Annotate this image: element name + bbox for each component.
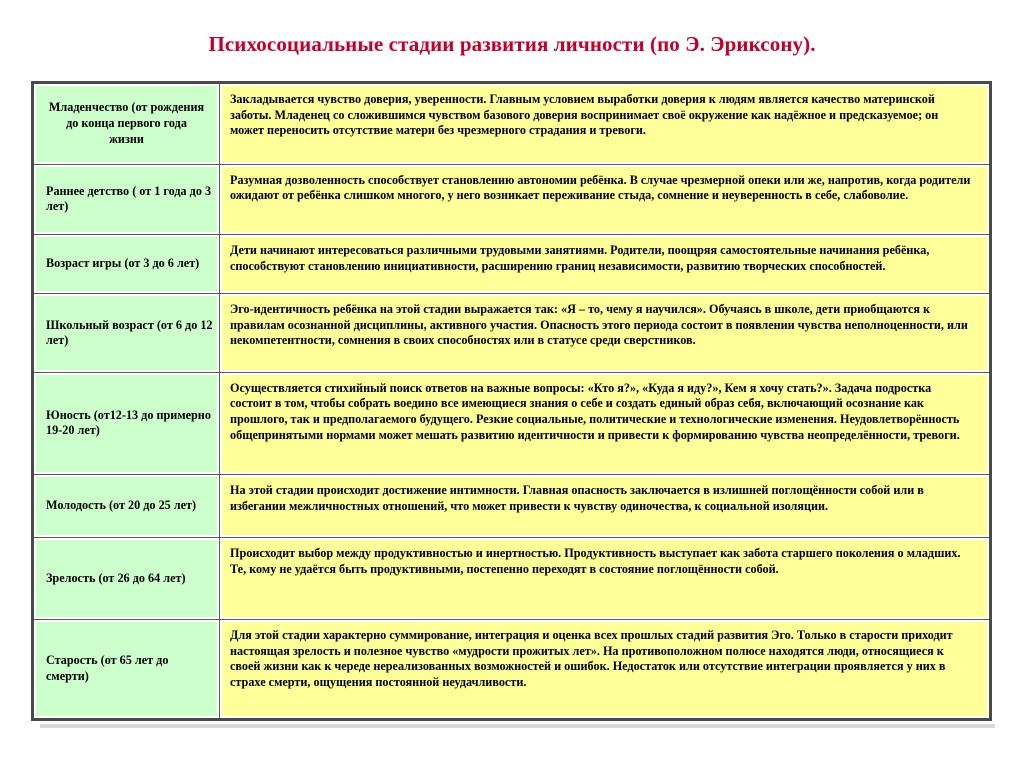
stage-name-school-age: Школьный возраст (от 6 до 12 лет) — [33, 294, 220, 373]
stage-description-adolescence: Осуществляется стихийный поиск ответов на важные вопросы: «Кто я?», «Куда я иду?», Кем я хочу стать?». Задача подростка состоит в том, чтобы собрать воедино все имеющиеся знания о себе и создать единый образ себя, включающий осознание как прошлого, так и предполагаемого будущего. Резкие социальные, политические и технологические изменения. Неудовлетворённость общепринятыми нормами может мешать развитию идентичности и привести к формированию чувства неопределённости, тревоги. — [220, 372, 991, 474]
stage-description-school-age: Эго-идентичность ребёнка на этой стадии выражается так: «Я – то, чему я научился». Обучаясь в школе, дети приобщаются к правилам осознанной дисциплины, активного участия. Опасность этого периода состоит в появлении чувства неполноценности, или некомпетентности, сомнения в своих способностях или в статусе среди сверстников. — [220, 294, 991, 373]
stage-description-adulthood: Происходит выбор между продуктивностью и инертностью. Продуктивность выступает как забота старшего поколения о младших. Те, кому не удаётся быть продуктивными, постепенно переходят в состояние поглощённости собой. — [220, 538, 991, 620]
stage-name-adulthood: Зрелость (от 26 до 64 лет) — [33, 538, 220, 620]
table-row — [33, 294, 991, 373]
table-shadow — [40, 724, 995, 728]
table-row — [33, 474, 991, 537]
stage-name-early-childhood: Раннее детство ( от 1 года до 3 лет) — [33, 164, 220, 234]
page-title: Психосоциальные стадии развития личности (по Э. Эриксону). — [208, 32, 816, 56]
table-row — [33, 619, 991, 719]
table-row — [33, 235, 991, 294]
table-row — [33, 538, 991, 620]
stage-description-early-childhood: Разумная дозволенность способствует становлению автономии ребёнка. В случае чрезмерной опеки или же, напротив, когда родители ожидают от ребёнка слишком многого, у него возникает переживание стыда, сомнение и неуверенность в себе, слабоволие. — [220, 164, 991, 234]
stage-name-play-age: Возраст игры (от 3 до 6 лет) — [33, 235, 220, 294]
stage-description-young-adulthood: На этой стадии происходит достижение интимности. Главная опасность заключается в излишней поглощённости собой или в избегании межличностных отношений, что может привести к чувству одиночества, к социальной изоляции. — [220, 474, 991, 537]
stage-name-young-adulthood: Молодость (от 20 до 25 лет) — [33, 474, 220, 537]
table-row — [33, 164, 991, 234]
stage-description-play-age: Дети начинают интересоваться различными трудовыми занятиями. Родители, поощряя самостоятельные начинания ребёнка, способствуют становлению инициативности, расширению границ независимости, развитию творческих способностей. — [220, 235, 991, 294]
stage-description-infancy: Закладывается чувство доверия, уверенности. Главным условием выработки доверия к людям является качество материнской заботы. Младенец со сложившимся чувством базового доверия воспринимает своё окружение как надёжное и предсказуемое; он может переносить отсутствие матери без чрезмерного страдания и тревоги. — [220, 83, 991, 165]
erikson-stages-table — [31, 81, 992, 721]
stage-description-old-age: Для этой стадии характерно суммирование, интеграция и оценка всех прошлых стадий развития Эго. Только в старости приходит настоящая зрелость и полезное чувство «мудрости прожитых лет». На противоположном полюсе находятся люди, относящиеся к своей жизни как к череде нереализованных возможностей и ошибок. Недостаток или отсутствие интеграции проявляется у них в страхе смерти, ощущения постоянной неудачливости. — [220, 619, 991, 719]
table-row — [33, 372, 991, 474]
table-row — [33, 83, 991, 165]
stage-name-infancy: Младенчество (от рождения до конца первого года жизни — [33, 83, 220, 165]
stage-name-adolescence: Юность (от12-13 до примерно 19-20 лет) — [33, 372, 220, 474]
stage-name-old-age: Старость (от 65 лет до смерти) — [33, 619, 220, 719]
